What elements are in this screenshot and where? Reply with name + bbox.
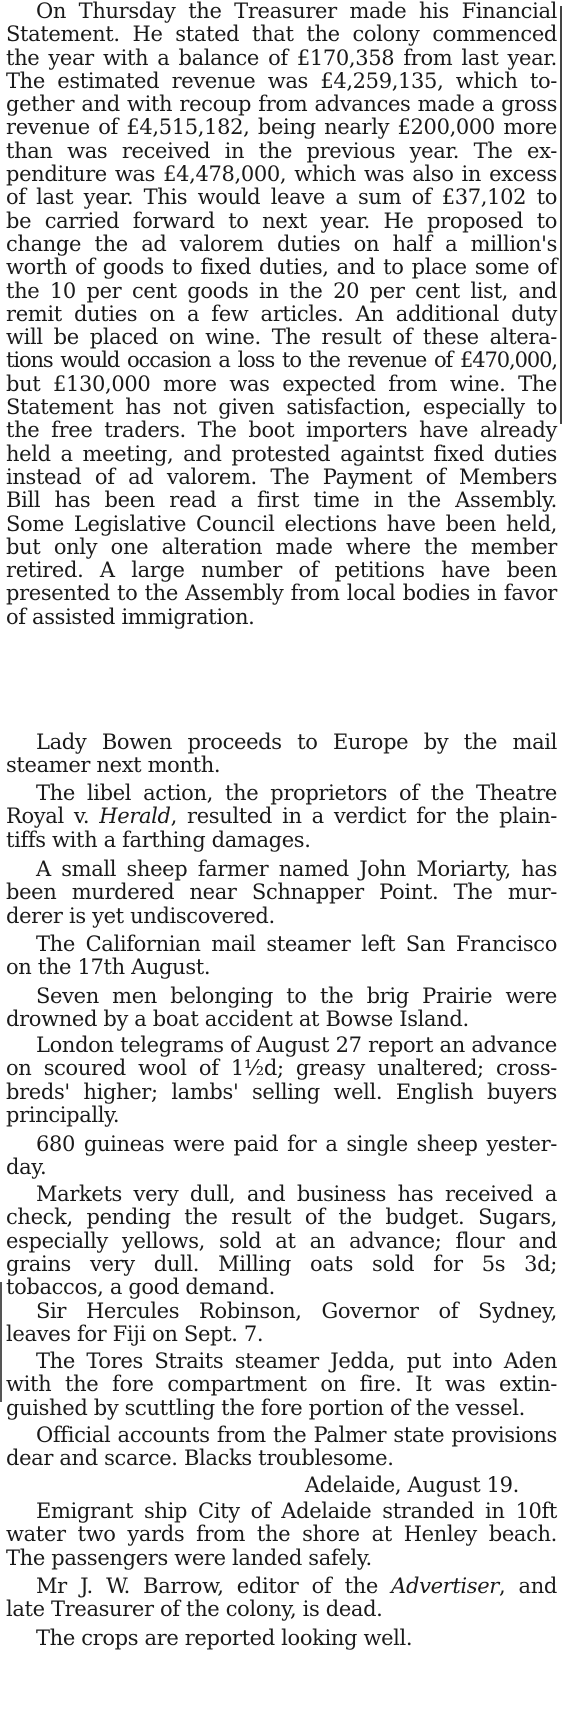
paragraph-brig-prairie xyxy=(6,985,557,1032)
text-line: grains very dull. Milling oats sold for 5s 3d; xyxy=(6,1251,557,1276)
text-line: the free traders. The boot importers have already xyxy=(6,418,557,443)
text-line: Bill has been read a first time in the Assembly. xyxy=(6,488,557,513)
paragraph-emigrant-ship xyxy=(6,1500,557,1570)
paragraph-markets xyxy=(6,1183,557,1299)
text-line: Markets very dull, and business has received a xyxy=(36,1182,557,1206)
text-line: Emigrant ship City of Adelaide stranded in 10ft xyxy=(36,1499,557,1523)
text-line: remit duties on a few articles. An additional duty xyxy=(6,301,557,326)
text-line: The libel action, the proprietors of the Theatre xyxy=(36,781,557,805)
text-line: held a meeting, and protested againtst fixed duties xyxy=(6,441,557,466)
text-line: steamer next month. xyxy=(6,753,221,778)
dateline-adelaide xyxy=(6,1474,557,1497)
paragraph-mail-steamer xyxy=(6,933,557,980)
text-line xyxy=(6,1575,557,1598)
text-line: on scoured wool of 1½d; greasy unaltered; cross- xyxy=(6,1056,557,1081)
text-line: Statement. He stated that the colony commenced xyxy=(6,22,557,47)
text-fragment: Royal v. xyxy=(6,804,100,829)
paragraph-hercules-robinson xyxy=(6,1300,557,1347)
text-fragment: , resulted in a verdict for the plain- xyxy=(170,804,557,829)
paragraph-sheep-farmer xyxy=(6,858,557,928)
text-line: The Tores Straits steamer Jedda, put into Aden xyxy=(36,1349,557,1373)
text-line: be carried forward to next year. He proposed to xyxy=(6,208,557,233)
text-line: water two yards from the shore at Henley beach. xyxy=(6,1522,557,1547)
text-line: Lady Bowen proceeds to Europe by the mail xyxy=(36,730,557,754)
paragraph-crops xyxy=(6,1627,557,1650)
paragraph-barrow xyxy=(6,1575,557,1622)
paragraph-libel-action xyxy=(6,782,557,852)
paragraph-financial-statement xyxy=(6,0,557,629)
text-line: worth of goods to fixed duties, and to place some of xyxy=(6,255,557,280)
text-line: the year with a balance of £170,358 from last year. xyxy=(6,45,557,70)
text-line: of last year. This would leave a sum of £37,102 to xyxy=(6,185,557,210)
text-line: retired. A large number of petitions have been xyxy=(6,558,557,583)
text-line: guished by scuttling the fore portion of the vessel. xyxy=(6,1395,525,1420)
text-line: tobaccos, a good demand. xyxy=(6,1275,275,1300)
dateline-text: Adelaide, August 19. xyxy=(304,1473,519,1497)
text-line: late Treasurer of the colony, is dead. xyxy=(6,1597,383,1622)
text-line: A small sheep farmer named John Moriarty, has xyxy=(36,857,557,881)
text-line: presented to the Assembly from local bodies in favor xyxy=(6,581,557,606)
text-fragment: , and xyxy=(499,1574,557,1598)
text-line: but only one alteration made where the member xyxy=(6,534,557,559)
text-line: revenue of £4,515,182, being nearly £200,000 more xyxy=(6,115,557,140)
text-line: The passengers were landed safely. xyxy=(6,1545,372,1570)
text-line: principally. xyxy=(6,1102,120,1127)
text-line: dear and scarce. Blacks troublesome. xyxy=(6,1446,394,1471)
text-line: the 10 per cent goods in the 20 per cent list, and xyxy=(6,278,557,303)
text-line: leaves for Fiji on Sept. 7. xyxy=(6,1322,264,1347)
text-line: Seven men belonging to the brig Prairie were xyxy=(36,984,557,1008)
text-fragment: Mr J. W. Barrow, editor of the xyxy=(36,1574,392,1598)
text-line: with the fore compartment on fire. It was extin- xyxy=(6,1372,557,1397)
text-line: been murdered near Schnapper Point. The mur- xyxy=(6,880,557,905)
paragraph-steamer-jedda xyxy=(6,1350,557,1420)
text-line: The crops are reported looking well. xyxy=(36,1626,413,1650)
newspaper-title: Advertiser xyxy=(391,1574,499,1598)
text-line: London telegrams of August 27 report an advance xyxy=(36,1033,557,1057)
paragraph-guineas xyxy=(6,1133,557,1180)
text-line: gether and with recoup from advances made a gross xyxy=(6,92,557,117)
text-line: drowned by a boat accident at Bowse Island. xyxy=(6,1007,469,1032)
text-line: On Thursday the Treasurer made his Financial xyxy=(36,0,557,23)
text-line: change the ad valorem duties on half a million's xyxy=(6,231,557,256)
newspaper-title: Herald xyxy=(99,804,171,829)
text-line: Official accounts from the Palmer state provisions xyxy=(36,1423,557,1447)
text-line: derer is yet undiscovered. xyxy=(6,903,275,928)
text-line: day. xyxy=(6,1155,47,1180)
left-column-rule xyxy=(0,1282,2,1402)
text-line: penditure was £4,478,000, which was also in excess xyxy=(6,162,557,187)
text-line: on the 17th August. xyxy=(6,955,211,980)
text-line: than was received in the previous year. The ex- xyxy=(6,138,557,163)
paragraph-palmer xyxy=(6,1424,557,1471)
text-line: Some Legislative Council elections have been held, xyxy=(6,511,557,536)
text-line: of assisted immigration. xyxy=(6,604,255,629)
text-line: tions would occasion a loss to the revenue of £470,000, xyxy=(6,348,557,373)
text-line: check, pending the result of the budget. Sugars, xyxy=(6,1205,557,1230)
text-line xyxy=(6,805,557,828)
text-line: Statement has not given satisfaction, especially to xyxy=(6,395,557,420)
column-rule xyxy=(560,6,562,424)
text-line: The estimated revenue was £4,259,135, which to- xyxy=(6,68,557,93)
paragraph-lady-bowen xyxy=(6,731,557,778)
paragraph-london-telegrams xyxy=(6,1034,557,1127)
text-line: especially yellows, sold at an advance; flour and xyxy=(6,1228,557,1253)
text-line: The Californian mail steamer left San Francisco xyxy=(36,932,557,956)
text-line: Sir Hercules Robinson, Governor of Sydney, xyxy=(36,1299,557,1323)
text-line: 680 guineas were paid for a single sheep yester- xyxy=(36,1132,557,1156)
text-line: breds' higher; lambs' selling well. English buyers xyxy=(6,1079,557,1104)
text-line: tiffs with a farthing damages. xyxy=(6,827,311,852)
text-line: but £130,000 more was expected from wine. The xyxy=(6,371,557,396)
text-line: will be placed on wine. The result of these altera- xyxy=(6,325,557,350)
text-line: instead of ad valorem. The Payment of Members xyxy=(6,464,557,489)
